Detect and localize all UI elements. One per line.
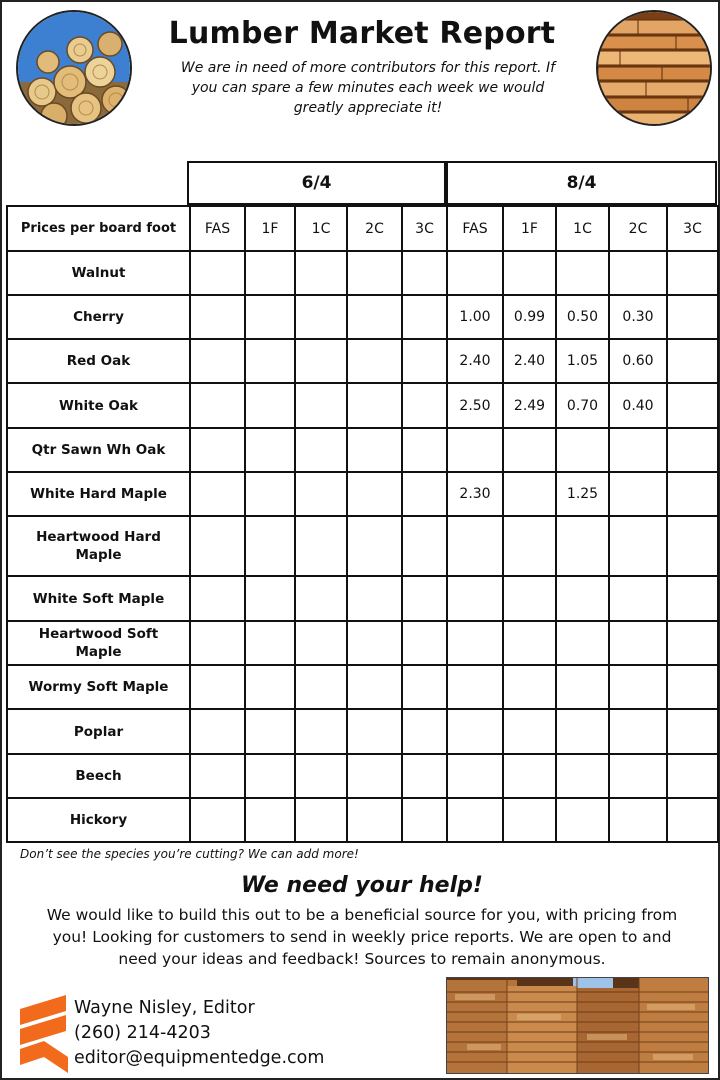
price-cell: 2.30 <box>447 472 503 516</box>
log-pile-photo <box>16 10 132 126</box>
price-cell <box>667 428 718 472</box>
price-cell <box>245 472 295 516</box>
grade-header: 2C <box>347 206 402 251</box>
price-cell <box>402 798 447 842</box>
grade-header: 1C <box>295 206 347 251</box>
price-cell <box>347 295 402 339</box>
price-cell <box>609 251 667 295</box>
price-cell <box>447 428 503 472</box>
price-cell <box>295 621 347 665</box>
table-row <box>7 339 718 383</box>
price-cell <box>402 383 447 428</box>
price-cell <box>503 428 556 472</box>
price-cell <box>347 798 402 842</box>
price-cell <box>190 383 245 428</box>
price-cell <box>447 798 503 842</box>
species-label: Wormy Soft Maple <box>7 665 190 709</box>
species-label: Heartwood Hard Maple <box>7 516 190 576</box>
price-cell <box>245 383 295 428</box>
price-cell <box>295 383 347 428</box>
price-cell <box>556 516 609 576</box>
price-cell <box>447 621 503 665</box>
price-cell <box>402 709 447 754</box>
table-row <box>7 295 718 339</box>
contact-email: editor@equipmentedge.com <box>74 1048 325 1068</box>
price-cell <box>295 295 347 339</box>
price-cell <box>667 251 718 295</box>
species-label: Walnut <box>7 251 190 295</box>
price-cell <box>245 576 295 621</box>
corner-label: Prices per board foot <box>7 206 190 251</box>
price-cell <box>347 428 402 472</box>
price-cell <box>447 576 503 621</box>
price-cell <box>503 472 556 516</box>
price-cell <box>295 251 347 295</box>
price-cell <box>503 516 556 576</box>
price-cell <box>295 472 347 516</box>
price-cell <box>609 754 667 798</box>
table-row <box>7 516 718 576</box>
price-cell <box>447 665 503 709</box>
price-cell <box>402 295 447 339</box>
grade-header: 3C <box>402 206 447 251</box>
price-cell <box>347 472 402 516</box>
page-subtitle: We are in need of more contributors for this report. If you can spare a few minutes each week we would greatly appreciate it! <box>180 60 556 116</box>
price-cell <box>609 665 667 709</box>
contact-block <box>74 996 324 1071</box>
price-cell <box>609 516 667 576</box>
table-row <box>7 576 718 621</box>
price-cell <box>402 754 447 798</box>
price-cell <box>667 576 718 621</box>
price-cell <box>295 576 347 621</box>
price-cell <box>667 621 718 665</box>
price-cell <box>245 251 295 295</box>
price-cell <box>295 516 347 576</box>
price-cell <box>347 251 402 295</box>
price-cell <box>447 251 503 295</box>
price-cell <box>347 576 402 621</box>
price-cell <box>347 621 402 665</box>
price-cell <box>295 428 347 472</box>
price-cell <box>556 621 609 665</box>
price-cell <box>402 621 447 665</box>
price-cell <box>609 621 667 665</box>
group-header-6-4: 6/4 <box>187 161 446 205</box>
species-label: White Hard Maple <box>7 472 190 516</box>
price-cell <box>190 754 245 798</box>
price-cell <box>245 339 295 383</box>
price-cell: 2.49 <box>503 383 556 428</box>
price-cell <box>402 339 447 383</box>
grade-header: 1F <box>245 206 295 251</box>
price-cell <box>245 665 295 709</box>
price-cell <box>190 709 245 754</box>
table-row <box>7 798 718 842</box>
species-label: Qtr Sawn Wh Oak <box>7 428 190 472</box>
table-row <box>7 251 718 295</box>
price-cell <box>245 709 295 754</box>
price-cell <box>295 798 347 842</box>
price-cell <box>245 621 295 665</box>
species-label: White Oak <box>7 383 190 428</box>
table-row <box>7 665 718 709</box>
price-cell <box>609 472 667 516</box>
contact-name: Wayne Nisley, Editor <box>74 998 255 1018</box>
price-cell <box>609 798 667 842</box>
price-cell <box>667 665 718 709</box>
price-cell <box>402 576 447 621</box>
price-cell <box>609 428 667 472</box>
price-cell: 2.40 <box>447 339 503 383</box>
price-cell <box>667 516 718 576</box>
price-cell <box>295 709 347 754</box>
price-cell <box>447 709 503 754</box>
price-cell <box>402 665 447 709</box>
price-cell <box>556 428 609 472</box>
table-row <box>7 383 718 428</box>
price-cell <box>190 665 245 709</box>
price-cell <box>402 516 447 576</box>
price-cell <box>245 516 295 576</box>
price-cell <box>245 798 295 842</box>
price-cell <box>556 754 609 798</box>
species-label: Heartwood Soft Maple <box>7 621 190 665</box>
price-cell <box>347 754 402 798</box>
price-cell <box>667 709 718 754</box>
price-cell: 1.25 <box>556 472 609 516</box>
price-cell <box>190 428 245 472</box>
grade-header: FAS <box>190 206 245 251</box>
contact-phone: (260) 214-4203 <box>74 1023 211 1043</box>
price-cell: 0.40 <box>609 383 667 428</box>
lumber-yard-photo <box>446 977 709 1074</box>
price-cell: 0.70 <box>556 383 609 428</box>
price-cell <box>402 472 447 516</box>
help-body: We would like to build this out to be a beneficial source for you, with pricing from you! Looking for customers to send in weekly price reports. We are open to and need your ideas and feedback! Sources to remain anonymous. <box>46 906 678 968</box>
price-cell <box>503 665 556 709</box>
price-cell <box>245 295 295 339</box>
price-cell <box>609 709 667 754</box>
price-cell: 0.60 <box>609 339 667 383</box>
table-row <box>7 754 718 798</box>
price-cell: 0.30 <box>609 295 667 339</box>
price-cell <box>190 251 245 295</box>
price-cell <box>556 251 609 295</box>
price-cell <box>295 665 347 709</box>
table-row <box>7 428 718 472</box>
price-cell <box>447 516 503 576</box>
price-cell <box>556 709 609 754</box>
grade-header: FAS <box>447 206 503 251</box>
price-cell: 2.40 <box>503 339 556 383</box>
price-cell <box>667 339 718 383</box>
price-cell <box>503 251 556 295</box>
species-label: Hickory <box>7 798 190 842</box>
page-title: Lumber Market Report <box>168 16 556 51</box>
price-cell <box>245 428 295 472</box>
price-cell <box>295 339 347 383</box>
price-cell: 0.99 <box>503 295 556 339</box>
grade-header: 2C <box>609 206 667 251</box>
grade-header: 1F <box>503 206 556 251</box>
equipment-edge-logo-icon <box>18 995 70 1077</box>
table-row <box>7 709 718 754</box>
species-note: Don’t see the species you’re cutting? We can add more! <box>20 847 359 861</box>
price-table <box>6 205 719 843</box>
price-cell <box>347 665 402 709</box>
price-cell <box>609 576 667 621</box>
price-cell <box>503 754 556 798</box>
price-cell <box>190 516 245 576</box>
table-row <box>7 472 718 516</box>
price-cell: 1.05 <box>556 339 609 383</box>
species-label: Beech <box>7 754 190 798</box>
price-cell <box>667 798 718 842</box>
price-cell <box>503 798 556 842</box>
price-cell <box>190 472 245 516</box>
price-cell: 1.00 <box>447 295 503 339</box>
price-cell: 2.50 <box>447 383 503 428</box>
help-title: We need your help! <box>241 873 483 898</box>
price-cell <box>556 665 609 709</box>
price-cell: 0.50 <box>556 295 609 339</box>
species-label: Red Oak <box>7 339 190 383</box>
price-cell <box>347 516 402 576</box>
price-cell <box>667 472 718 516</box>
price-cell <box>556 576 609 621</box>
price-cell <box>190 339 245 383</box>
price-cell <box>447 754 503 798</box>
price-cell <box>245 754 295 798</box>
species-label: Cherry <box>7 295 190 339</box>
grade-header: 3C <box>667 206 718 251</box>
price-cell <box>667 754 718 798</box>
price-cell <box>190 295 245 339</box>
species-label: Poplar <box>7 709 190 754</box>
price-cell <box>667 295 718 339</box>
grade-header: 1C <box>556 206 609 251</box>
price-cell <box>295 754 347 798</box>
price-cell <box>402 428 447 472</box>
price-cell <box>347 709 402 754</box>
price-cell <box>667 383 718 428</box>
price-cell <box>190 576 245 621</box>
price-cell <box>402 251 447 295</box>
price-cell <box>190 621 245 665</box>
price-cell <box>503 576 556 621</box>
price-cell <box>556 798 609 842</box>
stacked-boards-photo <box>596 10 712 126</box>
price-cell <box>190 798 245 842</box>
price-cell <box>503 709 556 754</box>
group-header-8-4: 8/4 <box>446 161 717 205</box>
price-cell <box>347 383 402 428</box>
table-row <box>7 621 718 665</box>
price-cell <box>503 621 556 665</box>
species-label: White Soft Maple <box>7 576 190 621</box>
price-cell <box>347 339 402 383</box>
